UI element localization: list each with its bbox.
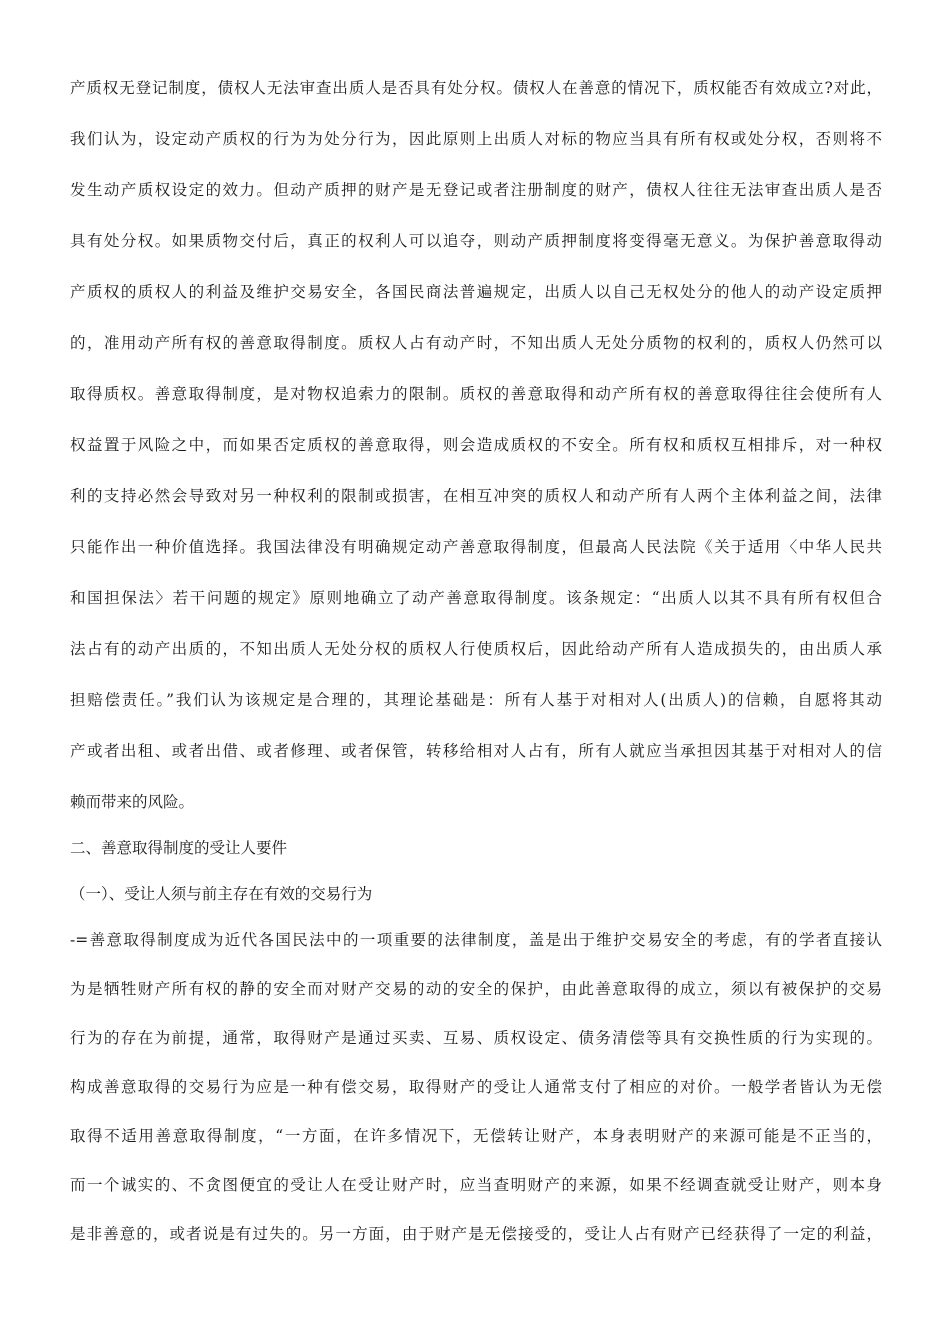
paragraph-1-line-7: 取得质权。善意取得制度，是对物权追索力的限制。质权的善意取得和动产所有权的善意取得往往会使所有人 bbox=[70, 385, 882, 403]
paragraph-1-line-9: 利的支持必然会导致对另一种权利的限制或损害，在相互冲突的质权人和动产所有人两个主体利益之间，法律 bbox=[70, 487, 882, 505]
paragraph-2-line-6: 而一个诚实的、不贪图便宜的受让人在受让财产时，应当查明财产的来源，如果不经调查就受让财产，则本身 bbox=[70, 1176, 882, 1194]
paragraph-1-line-12: 法占有的动产出质的，不知出质人无处分权的质权人行使质权后，因此给动产所有人造成损失的，由出质人承 bbox=[70, 640, 882, 658]
paragraph-1-line-8: 权益置于风险之中，而如果否定质权的善意取得，则会造成质权的不安全。所有权和质权互相排斥，对一种权 bbox=[70, 436, 882, 454]
paragraph-1-line-14: 产或者出租、或者出借、或者修理、或者保管，转移给相对人占有，所有人就应当承担因其基于对相对人的信 bbox=[70, 742, 882, 760]
section-heading: 二、善意取得制度的受让人要件 bbox=[70, 839, 288, 857]
paragraph-1-line-10: 只能作出一种价值选择。我国法律没有明确规定动产善意取得制度，但最高人民法院《关于适用〈中华人民共 bbox=[70, 538, 882, 556]
paragraph-2-line-5: 取得不适用善意取得制度，“一方面，在许多情况下，无偿转让财产，本身表明财产的来源可能是不正当的， bbox=[70, 1127, 882, 1145]
paragraph-2-line-3: 行为的存在为前提，通常，取得财产是通过买卖、互易、质权设定、债务清偿等具有交换性质的行为实现的。 bbox=[70, 1029, 882, 1047]
paragraph-1-line-5: 产质权的质权人的利益及维护交易安全，各国民商法普遍规定，出质人以自己无权处分的他人的动产设定质押 bbox=[70, 283, 882, 301]
paragraph-1-line-13: 担赔偿责任。”我们认为该规定是合理的，其理论基础是：所有人基于对相对人(出质人)的信赖，自愿将其动 bbox=[70, 691, 882, 709]
paragraph-1-line-6: 的，准用动产所有权的善意取得制度。质权人占有动产时，不知出质人无处分质物的权利的，质权人仍然可以 bbox=[70, 334, 882, 352]
paragraph-2-line-7: 是非善意的，或者说是有过失的。另一方面，由于财产是无偿接受的，受让人占有财产已经获得了一定的利益， bbox=[70, 1225, 882, 1243]
paragraph-1-line-4: 具有处分权。如果质物交付后，真正的权利人可以追夺，则动产质押制度将变得毫无意义。为保护善意取得动 bbox=[70, 232, 882, 250]
paragraph-1-line-1: 产质权无登记制度，债权人无法审查出质人是否具有处分权。债权人在善意的情况下，质权能否有效成立?对此， bbox=[70, 79, 882, 97]
paragraph-1-line-15: 赖而带来的风险。 bbox=[70, 793, 195, 811]
paragraph-2-line-2: 为是牺牲财产所有权的静的安全而对财产交易的动的安全的保护，由此善意取得的成立，须以有被保护的交易 bbox=[70, 980, 882, 998]
paragraph-2-line-4: 构成善意取得的交易行为应是一种有偿交易，取得财产的受让人通常支付了相应的对价。一般学者皆认为无偿 bbox=[70, 1078, 882, 1096]
paragraph-2-line-1: -=善意取得制度成为近代各国民法中的一项重要的法律制度，盖是出于维护交易安全的考虑，有的学者直接认 bbox=[70, 931, 882, 949]
subsection-heading: （一）、受让人须与前主存在有效的交易行为 bbox=[70, 885, 373, 903]
paragraph-1-line-11: 和国担保法〉若干问题的规定》原则地确立了动产善意取得制度。该条规定：“出质人以其不具有所有权但合 bbox=[70, 589, 882, 607]
paragraph-1-line-2: 我们认为，设定动产质权的行为为处分行为，因此原则上出质人对标的物应当具有所有权或处分权，否则将不 bbox=[70, 130, 882, 148]
paragraph-1-line-3: 发生动产质权设定的效力。但动产质押的财产是无登记或者注册制度的财产，债权人往往无法审查出质人是否 bbox=[70, 181, 882, 199]
